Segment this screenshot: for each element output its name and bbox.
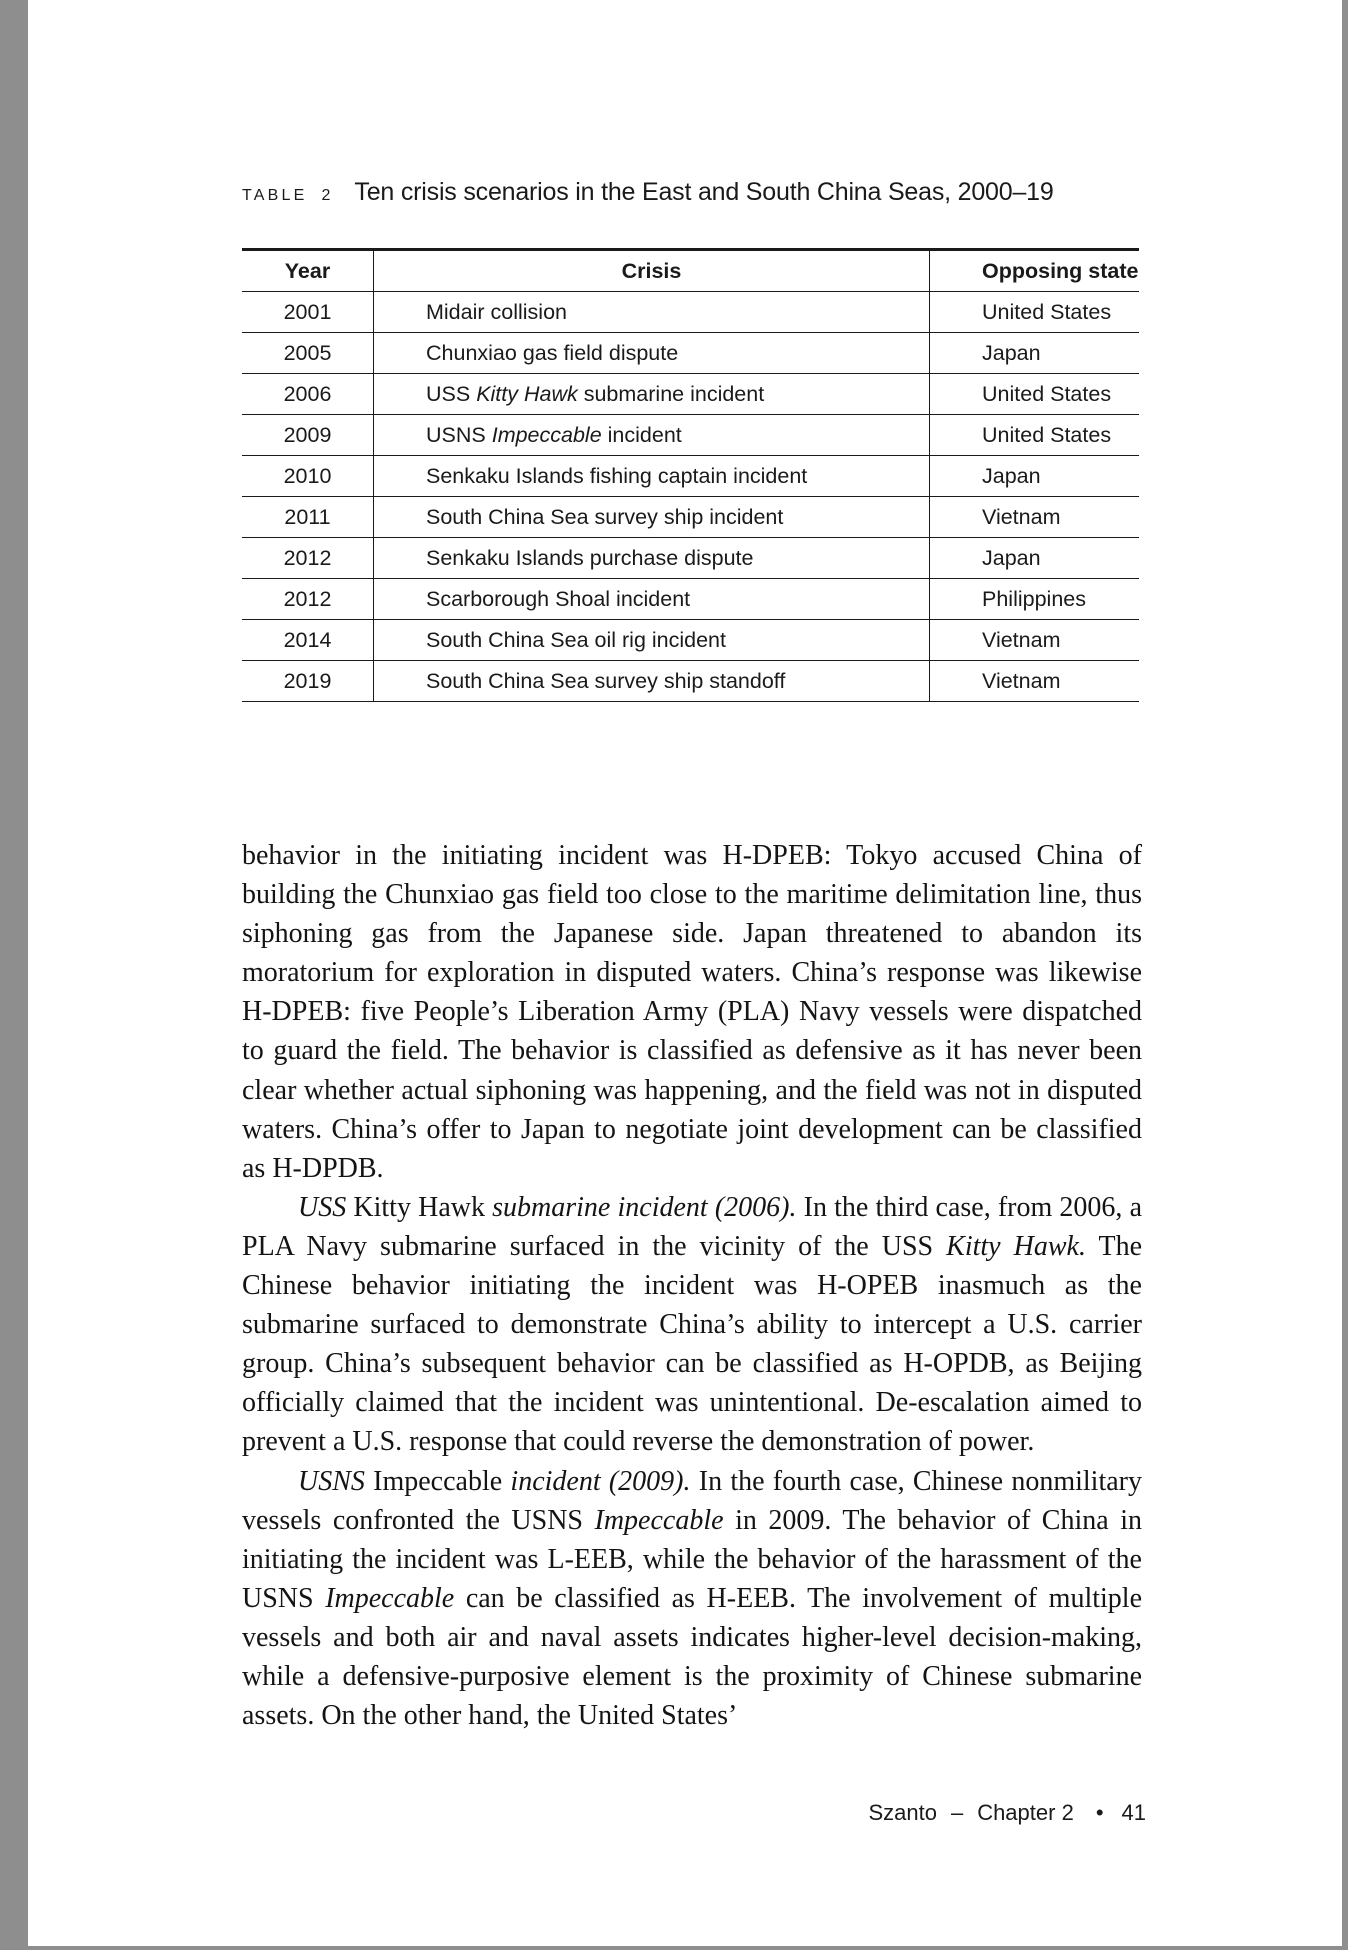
cell-year: 2014 — [242, 620, 374, 661]
header-year: Year — [242, 250, 374, 292]
cell-opposing-state: United States — [930, 374, 1140, 415]
running-footer — [868, 1800, 1146, 1826]
paragraph-2 — [242, 1188, 1142, 1462]
crisis-table — [242, 248, 1139, 702]
table-row — [242, 579, 1139, 620]
crisis-text: USNS — [426, 422, 492, 447]
table-row — [242, 661, 1139, 702]
crisis-ship-name: Kitty Hawk — [476, 381, 578, 406]
table-number: 2 — [321, 187, 331, 204]
cell-crisis — [374, 579, 930, 620]
p2-text-2: The Chinese behavior initiating the incident was H-OPEB inasmuch as the submarine surfaced to demonstrate China’s ability to intercept a U.S. carrier group. China’s subsequent behavior can be classified as H-OPDB, as Beijing officially claimed that the incident was unintentional. De-escalation aimed to prevent a U.S. response that could reverse the demonstration of power. — [242, 1230, 1143, 1458]
crisis-text: Scarborough Shoal incident — [426, 586, 691, 611]
table-row — [242, 456, 1139, 497]
cell-opposing-state: Vietnam — [930, 661, 1140, 702]
table-row — [242, 620, 1139, 661]
table-body — [242, 292, 1139, 702]
p3-heading-part-2: incident (2009). — [510, 1465, 691, 1497]
cell-year: 2019 — [242, 661, 374, 702]
header-crisis: Crisis — [374, 250, 930, 292]
p3-text-1: In the fourth case, Chinese nonmilitary vessels confronted the USNS — [242, 1465, 1142, 1536]
p2-heading-ship: Kitty Hawk — [346, 1191, 493, 1223]
crisis-text: Chunxiao gas field dispute — [426, 340, 679, 365]
footer-author: Szanto — [868, 1800, 937, 1825]
crisis-text: South China Sea oil rig incident — [426, 627, 726, 652]
p2-heading — [298, 1192, 797, 1223]
cell-opposing-state: Vietnam — [930, 620, 1140, 661]
cell-crisis — [374, 456, 930, 497]
p2-heading-part-2: submarine incident (2006). — [492, 1191, 797, 1223]
p2-text-ship: Kitty Hawk. — [946, 1230, 1086, 1262]
footer-chapter: Chapter 2 — [977, 1800, 1074, 1825]
table-caption — [242, 178, 1054, 207]
cell-opposing-state: Japan — [930, 538, 1140, 579]
crisis-text: USS — [426, 381, 477, 406]
cell-year: 2005 — [242, 333, 374, 374]
header-opposing-state: Opposing state — [930, 250, 1140, 292]
p3-text-ship-2: Impeccable — [325, 1582, 455, 1614]
cell-year: 2009 — [242, 415, 374, 456]
cell-year: 2001 — [242, 292, 374, 333]
cell-crisis — [374, 661, 930, 702]
table-row — [242, 292, 1139, 333]
crisis-text: South China Sea survey ship standoff — [426, 668, 786, 693]
paragraph-1: behavior in the initiating incident was H-DPEB: Tokyo accused China of building the Chunxiao gas field too close to the maritime delimitation line, thus siphoning gas from the Japanese side. Japan threatened to abandon its moratorium for exploration in disputed waters. China’s response was likewise H-DPEB: five People’s Liberation Army (PLA) Navy vessels were dispatched to guard the field. The behavior is classified as defensive as it has never been clear whether actual siphoning was happening, and the field was not in disputed waters. China’s offer to Japan to negotiate joint development can be classified as H-DPDB. — [242, 840, 1142, 1184]
cell-crisis — [374, 497, 930, 538]
cell-crisis — [374, 620, 930, 661]
p2-text-1: In the third case, from 2006, a PLA Navy submarine surfaced in the vicinity of the USS — [242, 1191, 1143, 1262]
p3-heading-part-1: USNS — [298, 1465, 365, 1497]
cell-opposing-state: Japan — [930, 456, 1140, 497]
p3-heading — [298, 1466, 691, 1497]
cell-opposing-state: United States — [930, 292, 1140, 333]
table-label: TABLE — [242, 187, 308, 204]
body-text — [242, 836, 1142, 1735]
cell-year: 2012 — [242, 538, 374, 579]
cell-opposing-state: Philippines — [930, 579, 1140, 620]
cell-year: 2010 — [242, 456, 374, 497]
table-row — [242, 538, 1139, 579]
cell-crisis — [374, 333, 930, 374]
p3-text-ship-1: Impeccable — [594, 1504, 724, 1536]
cell-opposing-state: Vietnam — [930, 497, 1140, 538]
table-row — [242, 497, 1139, 538]
cell-year: 2011 — [242, 497, 374, 538]
p3-text-3: can be classified as H-EEB. The involvement of multiple vessels and both air and naval assets indicates higher-level decision-making, while a defensive-purposive element is the proximity of Chinese submarine assets. On the other hand, the United States’ — [242, 1582, 1142, 1732]
table-row — [242, 333, 1139, 374]
crisis-text: Senkaku Islands purchase dispute — [426, 545, 754, 570]
paragraph-3 — [242, 1462, 1142, 1736]
document-page — [28, 0, 1342, 1946]
crisis-text-suffix: submarine incident — [577, 381, 765, 406]
cell-crisis — [374, 415, 930, 456]
cell-year: 2006 — [242, 374, 374, 415]
p3-heading-ship: Impeccable — [364, 1465, 511, 1497]
table-title: Ten crisis scenarios in the East and South China Seas, 2000–19 — [354, 178, 1054, 206]
cell-crisis — [374, 538, 930, 579]
table-header-row — [242, 250, 1139, 292]
crisis-ship-name: Impeccable — [491, 422, 602, 447]
p3-text-2: in 2009. The behavior of China in initiating the incident was L-EEB, while the behavior of the harassment of the USNS — [242, 1504, 1143, 1614]
page-number: 41 — [1121, 1800, 1146, 1825]
cell-opposing-state: Japan — [930, 333, 1140, 374]
cell-crisis — [374, 374, 930, 415]
p2-heading-part-1: USS — [298, 1191, 347, 1223]
cell-opposing-state: United States — [930, 415, 1140, 456]
cell-year: 2012 — [242, 579, 374, 620]
crisis-text: South China Sea survey ship incident — [426, 504, 784, 529]
footer-bullet: • — [1095, 1800, 1104, 1825]
cell-crisis — [374, 292, 930, 333]
table-row — [242, 415, 1139, 456]
table-row — [242, 374, 1139, 415]
crisis-text: Senkaku Islands fishing captain incident — [426, 463, 808, 488]
crisis-text: Midair collision — [426, 299, 567, 324]
footer-dash: – — [950, 1800, 964, 1825]
crisis-text-suffix: incident — [601, 422, 682, 447]
